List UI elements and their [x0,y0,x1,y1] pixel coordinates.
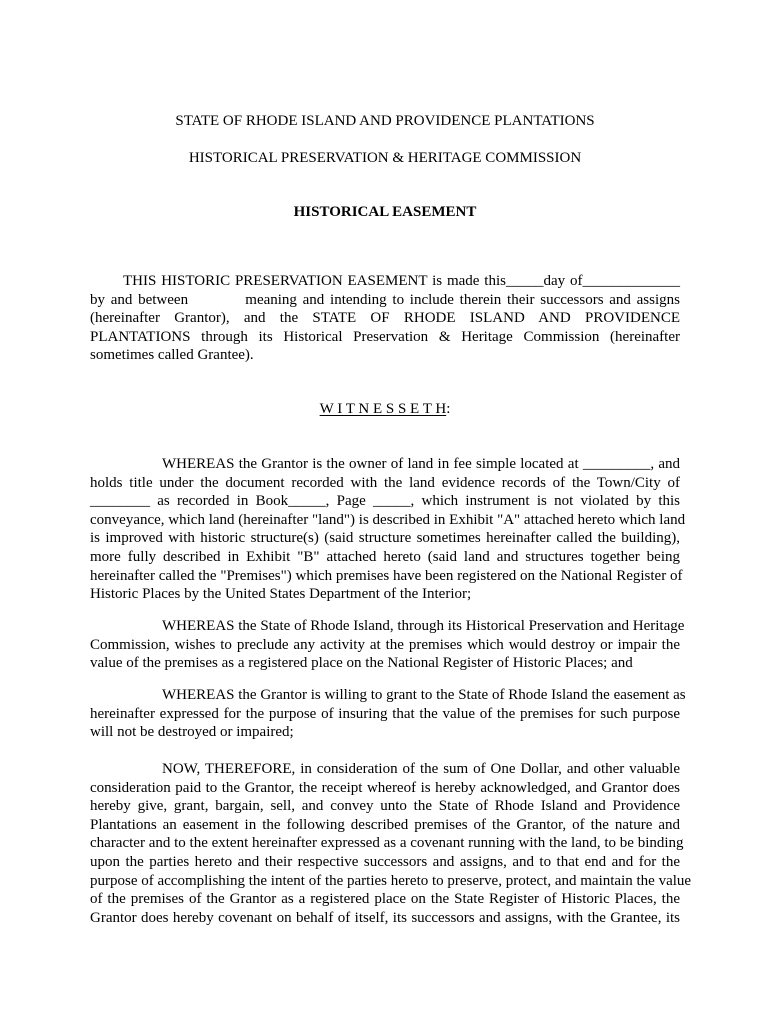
whereas-paragraph-2 [90,617,685,673]
intro-line: THIS HISTORIC PRESERVATION EASEMENT is made this_____day of_____________ [123,273,680,289]
whereas1-line: WHEREAS the Grantor is the owner of land in fee simple located at _________, and [162,456,680,472]
whereas1-line: Historic Places by the United States Department of the Interior; [90,586,472,603]
whereas1-line: hereinafter called the "Premises") which premises have been registered on the National Register of [90,567,683,584]
whereas1-line: holds title under the document recorded with the land evidence records of the Town/City of [90,474,680,491]
whereas3-line: WHEREAS the Grantor is willing to grant to the State of Rhode Island the easement as [162,687,686,703]
therefore-line: Plantations an easement in the following described premises of the Grantor, of the nature and [90,816,680,833]
intro-paragraph [90,272,680,365]
witnesseth-label: W I T N E S S E T H [319,401,447,417]
intro-line: by and between meaning and intending to include therein their successors and assigns [90,291,680,308]
intro-line: PLANTATIONS through its Historical Preservation & Heritage Commission (hereinafter [90,328,680,345]
whereas3-line: hereinafter expressed for the purpose of insuring that the value of the premises for such purpose [90,705,680,722]
therefore-line: Grantor does hereby covenant on behalf of itself, its successors and assigns, with the Grantee, its [90,909,680,926]
whereas1-line: conveyance, which land (hereinafter "land") is described in Exhibit "A" attached hereto which land [90,511,686,528]
whereas1-line: more fully described in Exhibit "B" attached hereto (said land and structures together being [90,548,680,565]
therefore-line: of the premises of the Grantor as a registered place on the State Register of Historic Places, the [90,891,680,908]
therefore-line: character and to the extent hereinafter expressed as a covenant running with the land, to be binding [90,835,684,852]
whereas2-line: value of the premises as a registered place on the National Register of Historic Places; and [90,655,633,672]
commission-heading: HISTORICAL PRESERVATION & HERITAGE COMMISSION [188,150,582,166]
witnesseth-colon: : [446,401,451,417]
whereas1-line: ________ as recorded in Book_____, Page _____, which instrument is not violated by this [90,493,680,510]
therefore-line: consideration paid to the Grantor, the receipt whereof is hereby acknowledged, and Grantor does [90,779,680,796]
therefore-paragraph [90,760,692,927]
whereas-paragraph-1 [90,455,686,604]
intro-line: sometimes called Grantee). [90,347,254,364]
intro-line: (hereinafter Grantor), and the STATE OF RHODE ISLAND AND PROVIDENCE [90,310,680,327]
whereas-paragraph-3 [90,686,686,742]
therefore-line: NOW, THEREFORE, in consideration of the sum of One Dollar, and other valuable [162,761,680,777]
whereas3-line: will not be destroyed or impaired; [90,724,294,741]
whereas2-line: WHEREAS the State of Rhode Island, through its Historical Preservation and Heritage [162,618,685,634]
witnesseth-heading [0,400,770,418]
document-title: HISTORICAL EASEMENT [293,204,477,220]
state-heading: STATE OF RHODE ISLAND AND PROVIDENCE PLANTATIONS [175,113,595,129]
whereas2-line: Commission, wishes to preclude any activity at the premises which would destroy or impair the [90,636,680,653]
therefore-line: upon the parties hereto and their respective successors and assigns, and to that end and for the [90,853,680,870]
therefore-line: hereby give, grant, bargain, sell, and convey unto the State of Rhode Island and Providence [90,798,680,815]
therefore-line: purpose of accomplishing the intent of the parties hereto to preserve, protect, and maintain the value [90,872,692,889]
whereas1-line: is improved with historic structure(s) (said structure sometimes hereinafter called the building), [90,530,680,547]
